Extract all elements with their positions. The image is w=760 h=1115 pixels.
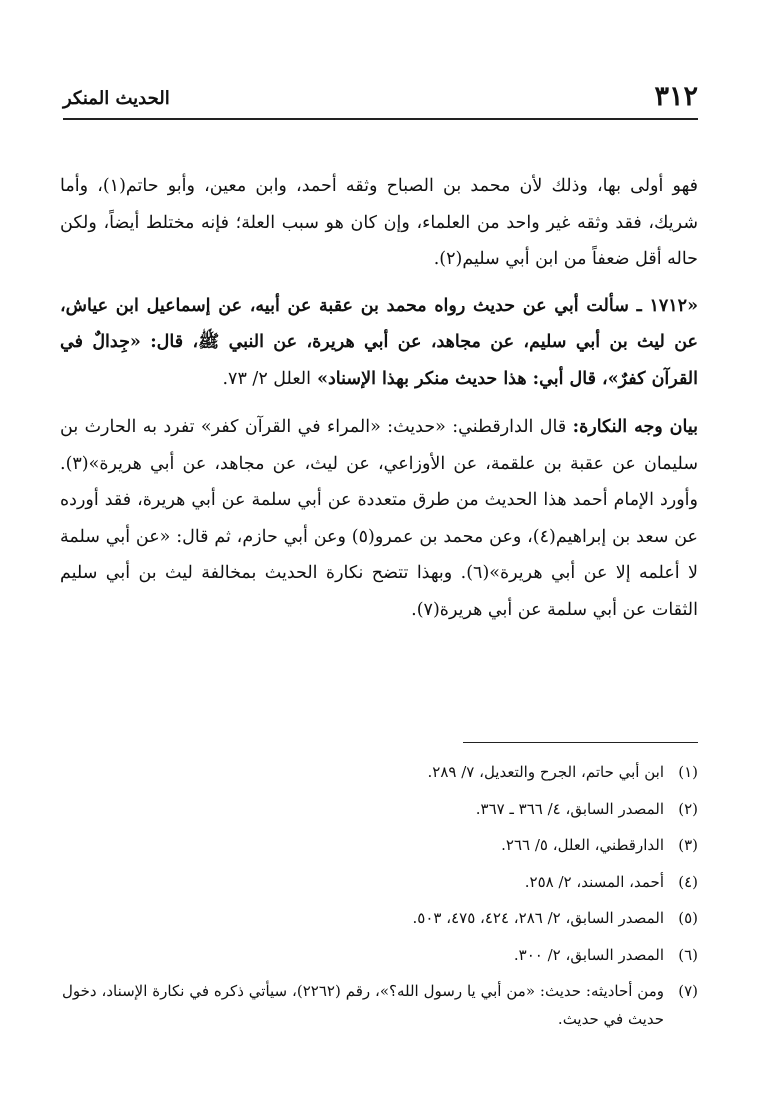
footnote-text: المصدر السابق، ٤/ ٣٦٦ ـ ٣٦٧. — [475, 799, 664, 818]
footnotes — [62, 758, 698, 1033]
page-header — [63, 76, 698, 120]
footnote-number: (١) — [678, 763, 698, 781]
footnote-item — [62, 904, 698, 941]
running-title: الحديث المنكر — [63, 88, 170, 109]
footnote-text: الدارقطني، العلل، ٥/ ٢٦٦. — [501, 836, 664, 854]
footnote-item — [62, 758, 698, 795]
footnote-text: ابن أبي حاتم، الجرح والتعديل، ٧/ ٢٨٩. — [427, 763, 664, 781]
explanation-heading: بيان وجه النكارة: — [572, 417, 698, 437]
footnote-number: (٢) — [678, 799, 698, 818]
footnote-text: أحمد، المسند، ٢/ ٢٥٨. — [524, 872, 664, 891]
main-text — [60, 168, 698, 628]
footnote-item — [62, 831, 698, 868]
footnote-item — [62, 795, 698, 832]
footnote-item — [62, 868, 698, 905]
footnote-item — [62, 941, 698, 978]
hadith-question-text: «١٧١٢ ـ سألت أبي عن حديث رواه محمد بن عقبة عن أبيه، عن إسماعيل ابن عياش، عن ليث بن أبي سليم، عن مجاهد، عن أبي هريرة، عن النبي ﷺ، قال: «جِدالٌ في القرآن كفرٌ»، قال أبي: هذا حديث منكر بهذا الإسناد» — [60, 295, 698, 389]
footnote-item — [62, 977, 698, 1033]
footnote-separator — [463, 742, 698, 743]
footnote-number: (٤) — [678, 872, 698, 891]
footnote-number: (٣) — [678, 836, 698, 854]
page-number: ٣١٢ — [654, 81, 698, 112]
footnote-number: (٦) — [678, 945, 698, 964]
explanation-text: قال الدارقطني: «حديث: «المراء في القرآن كفر» تفرد به الحارث بن سليمان عن عقبة بن علقمة، عن الأوزاعي، عن ليث، عن مجاهد، عن أبي هريرة»(٣). وأورد الإمام أحمد هذا الحديث من طرق متعددة عن أبي سلمة عن أبي هريرة، فقد أورده عن سعد بن إبراهيم(٤)، وعن محمد بن عمرو(٥) وعن أبي حازم، ثم قال: «عن أبي سلمة لا أعلمه إلا عن أبي هريرة»(٦). وبهذا تتضح نكارة الحديث بمخالفة ليث بن أبي سليم الثقات عن أبي سلمة عن أبي هريرة(٧). — [60, 417, 698, 620]
paragraph-1: فهو أولى بها، وذلك لأن محمد بن الصباح وثقه أحمد، وابن معين، وأبو حاتم(١)، وأما شريك، فقد وثقه غير واحد من العلماء، وإن كان هو سبب العلة؛ فإنه مختلط أيضاً، ولكن حاله أقل ضعفاً من ابن أبي سليم(٢). — [60, 176, 699, 269]
paragraph-2-hadith-question — [60, 288, 698, 398]
footnote-number: (٥) — [678, 909, 698, 927]
paragraph-3-explanation — [60, 409, 698, 628]
footnote-text: المصدر السابق، ٢/ ٣٠٠. — [513, 945, 664, 964]
footnote-text: المصدر السابق، ٢/ ٢٨٦، ٤٢٤، ٤٧٥، ٥٠٣. — [412, 909, 664, 927]
footnote-text: ومن أحاديثه: حديث: «من أبي يا رسول الله؟»، رقم (٢٢٦٢)، سيأتي ذكره في نكارة الإسناد، دخول حديث في حديث. — [62, 982, 664, 1028]
hadith-source-reference: العلل ٢/ ٧٣. — [222, 368, 311, 389]
footnote-number: (٧) — [678, 982, 698, 1000]
